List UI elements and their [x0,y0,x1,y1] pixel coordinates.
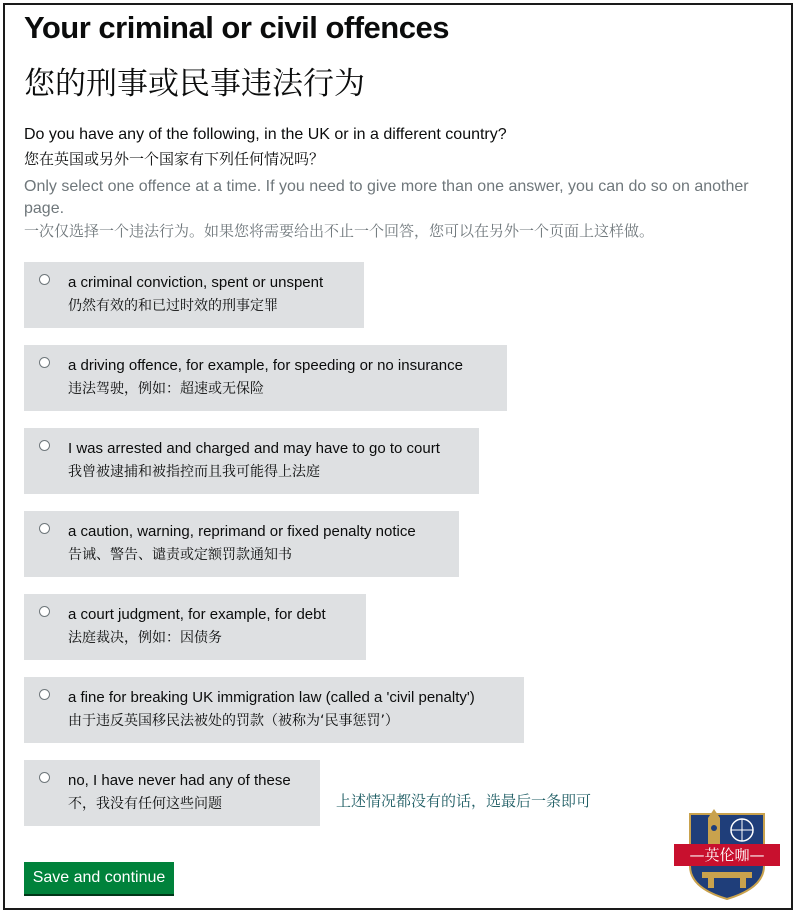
question-text: Do you have any of the following, in the UK or in a different country? [24,126,507,143]
radio-option-driving-offence[interactable] [24,345,507,411]
option-label-zh: 由于违反英国移民法被处的罚款（被称为‘民事惩罚’） [68,713,399,729]
save-and-continue-button[interactable]: Save and continue [24,862,174,894]
radio-button[interactable] [39,274,50,285]
option-label-zh: 不，我没有任何这些问题 [68,796,222,812]
option-label-zh: 法庭裁决，例如：因债务 [68,630,222,646]
badge-label: —英伦咖— [689,846,765,864]
option-label: no, I have never had any of these [68,772,291,789]
radio-button[interactable] [39,440,50,451]
radio-button[interactable] [39,772,50,783]
radio-button[interactable] [39,523,50,534]
option-label-zh: 告诫、警告、谴责或定额罚款通知书 [68,547,292,563]
option-label-zh: 我曾被逮捕和被指控而且我可能得上法庭 [68,464,320,480]
option-label: a driving offence, for example, for speeding or no insurance [68,357,463,374]
option-label-zh: 仍然有效的和已过时效的刑事定罪 [68,298,278,314]
question-text-zh: 您在英国或另外一个国家有下列任何情况吗？ [24,150,325,168]
radio-option-none[interactable] [24,760,320,826]
option-label: a court judgment, for example, for debt [68,606,326,623]
option-label: a caution, warning, reprimand or fixed penalty notice [68,523,416,540]
hint-text: Only select one offence at a time. If you need to give more than one answer, you can do so on another page. [24,178,749,217]
option-label: I was arrested and charged and may have to go to court [68,440,440,457]
radio-button[interactable] [39,606,50,617]
radio-option-arrested-charged[interactable] [24,428,479,494]
option-label: a fine for breaking UK immigration law (called a 'civil penalty') [68,689,475,706]
radio-button[interactable] [39,357,50,368]
hint-text-zh: 一次仅选择一个违法行为。如果您将需要给出不止一个回答，您可以在另外一个页面上这样做。 [24,222,655,240]
option-label-zh: 违法驾驶，例如：超速或无保险 [68,381,264,397]
radio-option-immigration-fine[interactable] [24,677,524,743]
radio-option-criminal-conviction[interactable] [24,262,364,328]
radio-button[interactable] [39,689,50,700]
radio-option-court-judgment[interactable] [24,594,366,660]
watermark-badge [672,806,782,901]
page-title: Your criminal or civil offences [24,10,449,45]
option-label: a criminal conviction, spent or unspent [68,274,324,291]
page-title-zh: 您的刑事或民事违法行为 [24,66,365,102]
radio-option-caution-warning[interactable] [24,511,459,577]
annotation-note: 上述情况都没有的话，选最后一条即可 [336,792,592,810]
